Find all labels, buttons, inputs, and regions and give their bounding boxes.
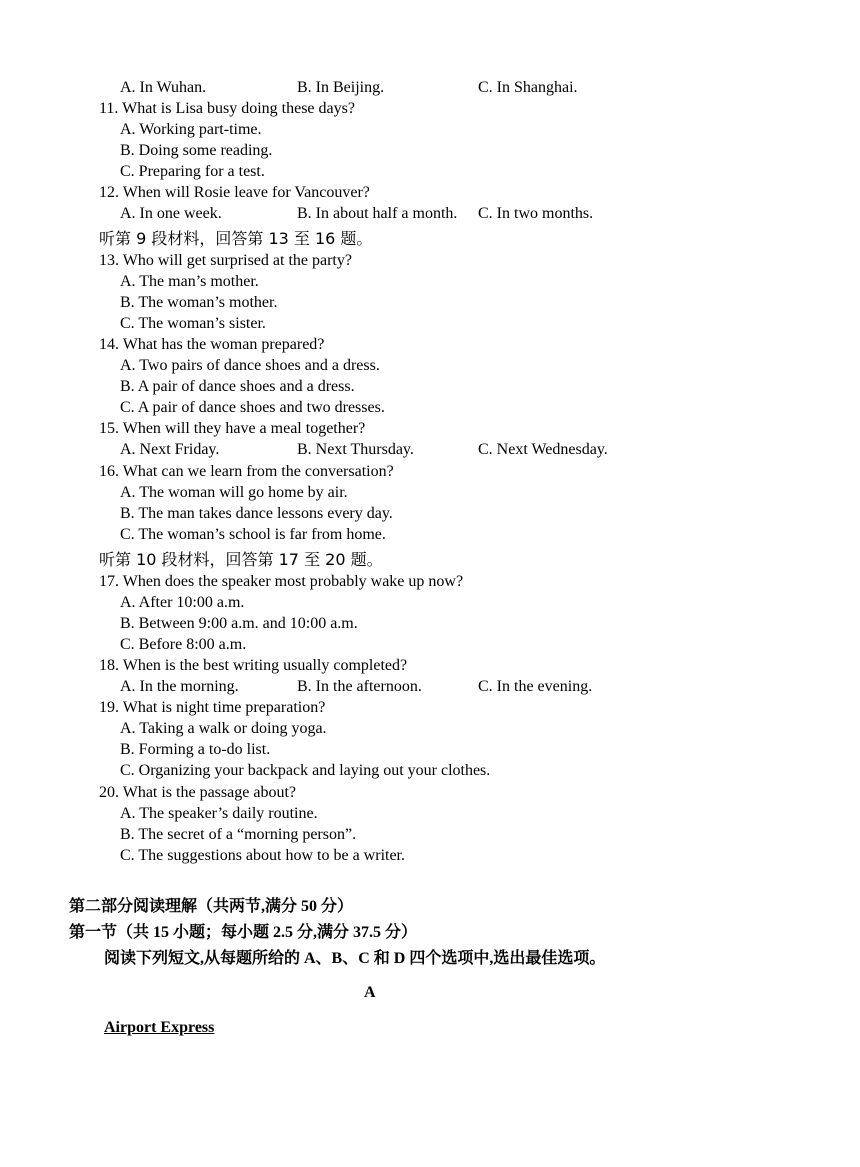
q17-stem: 17. When does the speaker most probably wake up now? xyxy=(99,573,464,590)
q14-stem: 14. What has the woman prepared? xyxy=(99,336,325,353)
q19-option-b: B. Forming a to-do list. xyxy=(120,741,271,758)
q15-stem: 15. When will they have a meal together? xyxy=(99,420,366,437)
q12-option-c: C. In two months. xyxy=(478,205,594,222)
q17-option-a: A. After 10:00 a.m. xyxy=(120,594,245,611)
q18-option-b: B. In the afternoon. xyxy=(297,678,422,695)
q12-option-a: A. In one week. xyxy=(120,205,222,222)
q18-option-c: C. In the evening. xyxy=(478,678,593,695)
q11-option-b: B. Doing some reading. xyxy=(120,142,273,159)
q18-stem: 18. When is the best writing usually completed? xyxy=(99,657,408,674)
q12-option-b: B. In about half a month. xyxy=(297,205,458,222)
q10-option-a: A. In Wuhan. xyxy=(120,79,207,96)
q15-option-b: B. Next Thursday. xyxy=(297,441,414,458)
reading-instructions: 阅读下列短文,从每题所给的 A、B、C 和 D 四个选项中,选出最佳选项。 xyxy=(104,950,606,967)
q19-stem: 19. What is night time preparation? xyxy=(99,699,326,716)
q16-option-b: B. The man takes dance lessons every day. xyxy=(120,505,393,522)
q13-option-a: A. The man’s mother. xyxy=(120,273,259,290)
section-10-heading: 听第 10 段材料，回答第 17 至 20 题。 xyxy=(99,550,383,569)
q10-option-b: B. In Beijing. xyxy=(297,79,385,96)
q11-stem: 11. What is Lisa busy doing these days? xyxy=(99,100,355,117)
q16-option-a: A. The woman will go home by air. xyxy=(120,484,348,501)
q12-stem: 12. When will Rosie leave for Vancouver? xyxy=(99,184,370,201)
q20-option-b: B. The secret of a “morning person”. xyxy=(120,826,357,843)
q13-option-b: B. The woman’s mother. xyxy=(120,294,278,311)
part-2-title: 第二部分阅读理解（共两节,满分 50 分） xyxy=(69,898,354,915)
section-9-heading: 听第 9 段材料，回答第 13 至 16 题。 xyxy=(99,229,373,248)
q20-option-a: A. The speaker’s daily routine. xyxy=(120,805,318,822)
q17-option-c: C. Before 8:00 a.m. xyxy=(120,636,247,653)
q15-option-a: A. Next Friday. xyxy=(120,441,220,458)
q16-option-c: C. The woman’s school is far from home. xyxy=(120,526,386,543)
passage-title: Airport Express xyxy=(104,1019,215,1036)
q15-option-c: C. Next Wednesday. xyxy=(478,441,608,458)
q13-stem: 13. Who will get surprised at the party? xyxy=(99,252,352,269)
q20-option-c: C. The suggestions about how to be a writer. xyxy=(120,847,405,864)
q14-option-c: C. A pair of dance shoes and two dresses. xyxy=(120,399,385,416)
q16-stem: 16. What can we learn from the conversation? xyxy=(99,463,394,480)
q13-option-c: C. The woman’s sister. xyxy=(120,315,266,332)
q11-option-c: C. Preparing for a test. xyxy=(120,163,265,180)
q17-option-b: B. Between 9:00 a.m. and 10:00 a.m. xyxy=(120,615,358,632)
section-1-title: 第一节（共 15 小题；每小题 2.5 分,满分 37.5 分） xyxy=(69,924,418,941)
q14-option-a: A. Two pairs of dance shoes and a dress. xyxy=(120,357,380,374)
q19-option-c: C. Organizing your backpack and laying out your clothes. xyxy=(120,762,491,779)
q10-option-c: C. In Shanghai. xyxy=(478,79,578,96)
passage-letter: A xyxy=(364,984,376,1001)
q11-option-a: A. Working part-time. xyxy=(120,121,262,138)
q20-stem: 20. What is the passage about? xyxy=(99,784,296,801)
q14-option-b: B. A pair of dance shoes and a dress. xyxy=(120,378,355,395)
q19-option-a: A. Taking a walk or doing yoga. xyxy=(120,720,327,737)
q18-option-a: A. In the morning. xyxy=(120,678,239,695)
